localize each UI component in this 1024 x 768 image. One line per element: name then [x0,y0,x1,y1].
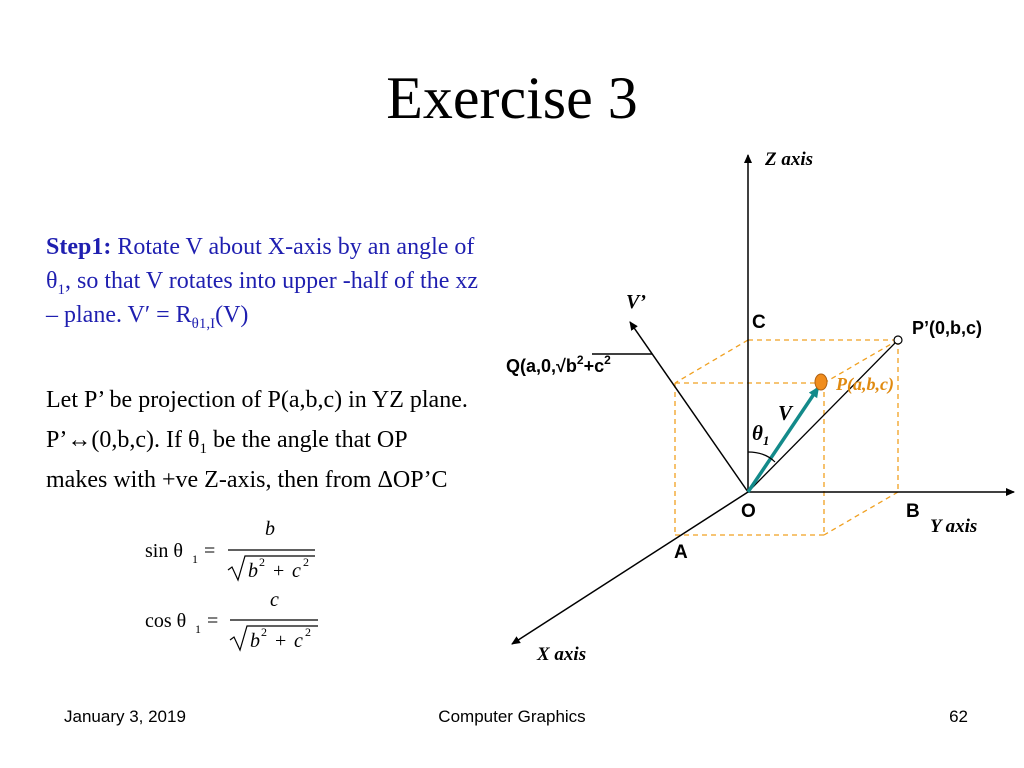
a-label: A [674,542,688,563]
theta-label: $\theta_1$ [752,421,770,448]
c-label: C [752,312,766,333]
sin-eq: = [204,540,216,562]
projection-line-1: Let P’ be projection of P(a,b,c) in YZ plane. [46,387,468,413]
sin-numerator: b [265,518,275,540]
b-label: B [906,501,920,522]
o-label: O [741,501,756,522]
sin-den-b: b [248,560,258,582]
cos-lhs-sub: 1 [195,622,201,636]
step1-rot-theta: θ [191,315,199,332]
box-edge-top-left [675,340,748,383]
cos-den-plus: + [275,630,287,652]
cos-den-b: b [250,630,260,652]
step1-line3-end: (V) [215,302,249,328]
cos-lhs: cos θ [145,610,187,632]
z-axis-label: Z axis [765,149,814,170]
cos-den-b-power: 2 [261,625,267,639]
cos-den-c: c [294,630,303,652]
op-prime-line [748,340,898,492]
footer-date: January 3, 2019 [64,707,186,726]
projection-line2-end: be the angle that OP [206,427,408,453]
sin-lhs-sub: 1 [192,552,198,566]
step1-theta: θ [46,268,58,294]
x-axis-line [512,492,748,644]
footer-page-number: 62 [949,707,968,726]
sin-den-c: c [292,560,301,582]
sin-lhs: sin θ [145,540,183,562]
step1-label: Step1: [46,234,112,260]
projection-line2-sub: 1 [199,440,207,457]
p-label: P(a,b,c) [836,374,894,394]
x-axis-label: X axis [537,644,587,665]
sin-den-b-power: 2 [259,555,265,569]
footer-course: Computer Graphics [438,707,586,726]
p-prime-point [894,336,902,344]
sin-den-plus: + [273,560,285,582]
q-label: $Q(a,0,√b^2+c^2$ [506,353,611,376]
box-edge-bottom-right [824,492,898,535]
v-prime-vector [630,322,748,492]
step1-line2-text: , so that V rotates into upper -half of the xz [65,268,479,294]
cos-numerator: c [270,589,279,611]
v-prime-label: V’ [626,291,646,313]
step1-rot-sub: 1,I [198,315,216,332]
p-point [815,374,827,390]
projection-line-3: makes with +ve Z-axis, then from ΔOP’C [46,467,448,493]
p-prime-label: P’(0,b,c) [912,318,983,338]
sin-den-c-power: 2 [303,555,309,569]
y-axis-label: Y axis [930,516,978,537]
cos-eq: = [207,610,219,632]
v-label: V [778,401,793,425]
slide-title: Exercise 3 [386,65,638,131]
step1-line1-text: Rotate V about X-axis by an angle of [111,234,475,260]
step1-theta-sub: 1 [57,281,65,298]
cos-den-c-power: 2 [305,625,311,639]
step1-line3-start: – plane. V′ = R [46,302,192,328]
projection-line2-start: P’↔(0,b,c). If θ [46,427,200,453]
